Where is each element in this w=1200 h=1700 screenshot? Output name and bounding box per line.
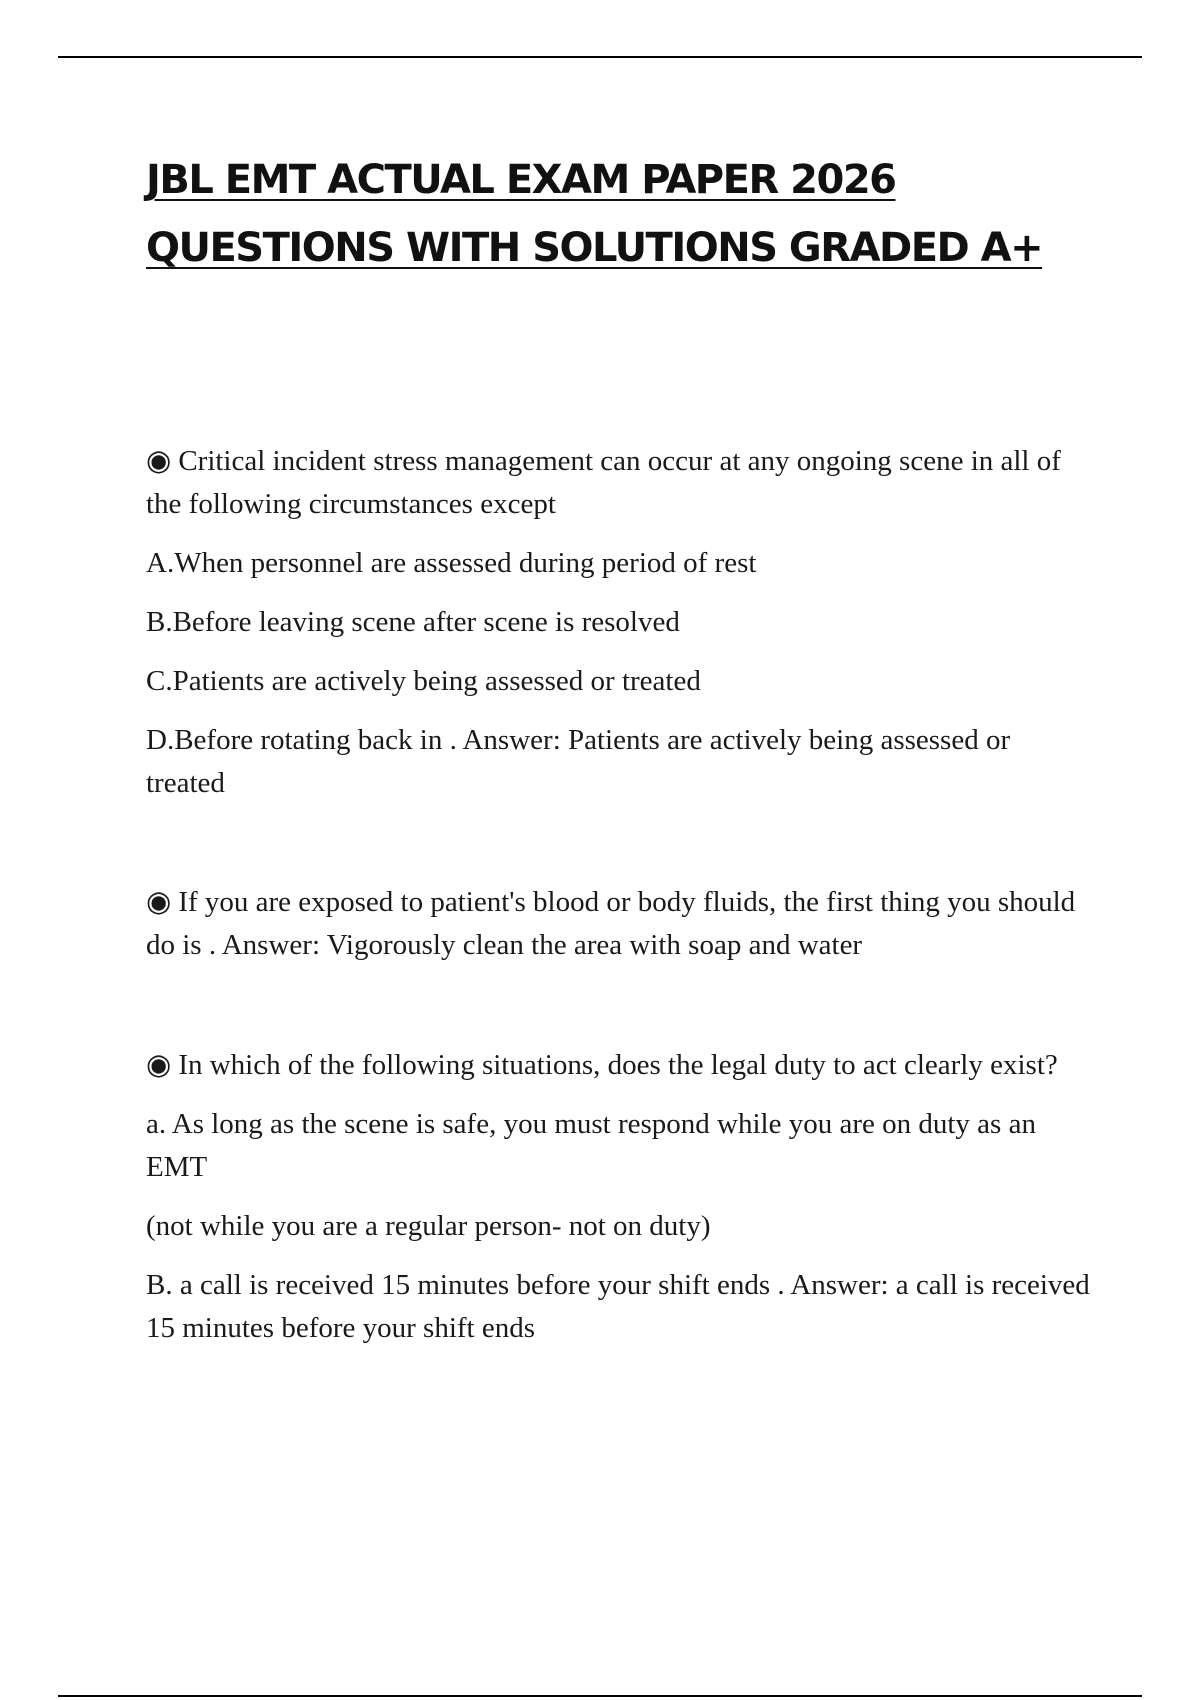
- bottom-rule: [58, 1695, 1142, 1697]
- question-stem: [146, 1044, 1096, 1087]
- option-a: a. As long as the scene is safe, you must respond while you are on duty as an EMT: [146, 1108, 1036, 1183]
- bullet-icon: ◉: [146, 445, 172, 477]
- option-a: A.When personnel are assessed during period of rest: [146, 547, 757, 579]
- bullet-icon: ◉: [146, 1049, 172, 1081]
- option-c: C.Patients are actively being assessed or treated: [146, 665, 701, 697]
- question-1: [146, 440, 1096, 821]
- option-b-answer: B. a call is received 15 minutes before your shift ends . Answer: a call is received 15 minutes before your shift ends: [146, 1269, 1090, 1344]
- question-stem: [146, 881, 1096, 967]
- question-text: In which of the following situations, does the legal duty to act clearly exist?: [178, 1049, 1058, 1081]
- option-b: B.Before leaving scene after scene is resolved: [146, 606, 680, 638]
- option-d-answer: D.Before rotating back in . Answer: Patients are actively being assessed or treated: [146, 724, 1011, 799]
- option-note: (not while you are a regular person- not on duty): [146, 1210, 711, 1242]
- question-text: If you are exposed to patient's blood or body fluids, the first thing you should do is . Answer: Vigorously clean the area with soap and water: [146, 886, 1076, 961]
- title-line-1: JBL EMT ACTUAL EXAM PAPER 2026: [146, 157, 896, 203]
- title-line-2: QUESTIONS WITH SOLUTIONS GRADED A+: [146, 225, 1043, 271]
- question-text: Critical incident stress management can occur at any ongoing scene in all of the following circumstances except: [146, 445, 1061, 520]
- top-rule: [58, 56, 1142, 58]
- document-title: [146, 146, 1096, 282]
- question-3: [146, 1044, 1096, 1366]
- bullet-icon: ◉: [146, 886, 172, 918]
- question-2: [146, 881, 1096, 983]
- question-stem: [146, 440, 1096, 526]
